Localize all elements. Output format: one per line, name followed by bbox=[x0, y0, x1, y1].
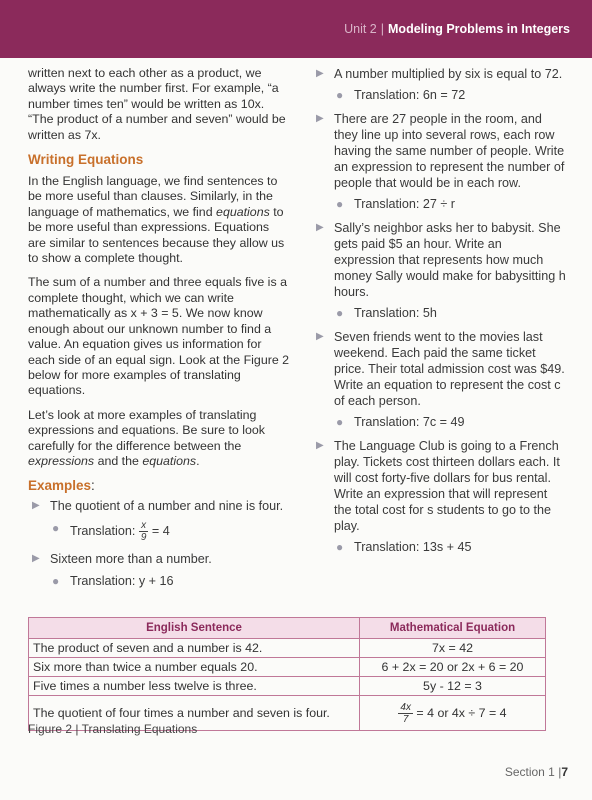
translation-rest: = 4 bbox=[148, 524, 170, 539]
page-footer bbox=[505, 765, 568, 779]
example-item bbox=[28, 498, 290, 514]
paragraph-more-examples bbox=[28, 408, 290, 470]
text-span: and the bbox=[94, 453, 143, 468]
example-text: Seven friends went to the movies last weekend. Each paid the same ticket price. Their total admission cost was $49. Write an equation to represent the cost c of each person. bbox=[334, 330, 565, 408]
translation-item bbox=[312, 305, 566, 321]
example-item bbox=[312, 220, 566, 300]
text-span: In the English language, we find sentences to be more useful than clauses. Similarly, in the language of mathematics, we find bbox=[28, 174, 278, 219]
figure-caption: Figure 2 | Translating Equations bbox=[28, 722, 198, 736]
bullet-dot-icon: ● bbox=[336, 197, 344, 211]
table-cell-sentence: The quotient of four times a number and seven is four. bbox=[29, 696, 360, 731]
fraction bbox=[139, 520, 149, 543]
paragraph-intro: written next to each other as a product, we always write the number first. For example, “a number times ten” would be written as 10x. “The product of a number and seven” would be written as 7x. bbox=[28, 66, 286, 142]
page-number: 7 bbox=[561, 765, 568, 779]
equation-rest: = 4 or 4x ÷ 7 = 4 bbox=[412, 705, 507, 720]
table-cell-sentence: Five times a number less twelve is three. bbox=[29, 677, 360, 696]
bullet-dot-icon: ● bbox=[336, 88, 344, 102]
fraction-numerator: 4x bbox=[400, 701, 411, 713]
bullet-dot-icon: ● bbox=[336, 306, 344, 320]
table-header-math: Mathematical Equation bbox=[360, 618, 546, 639]
text-span: to be more useful than expressions. Equations are similar to sentences because they allow us to show a complete thought. bbox=[28, 204, 285, 266]
example-text: The Language Club is going to a French play. Tickets cost thirteen dollars each. It will cost forty-five dollars for bus rental. Write an expression that will represent the total cost for s students to go to the play. bbox=[334, 439, 560, 533]
fraction-numerator: x bbox=[139, 520, 149, 532]
bullet-arrow-icon: ▶ bbox=[316, 222, 324, 233]
table-header-row bbox=[29, 618, 546, 639]
examples-colon: : bbox=[91, 478, 95, 494]
bullet-arrow-icon: ▶ bbox=[316, 440, 324, 451]
example-text: There are 27 people in the room, and they line up into several rows, each row having the same number of people. Write an expression to represent the number of people that would be in each row. bbox=[334, 112, 565, 190]
table-cell-equation bbox=[360, 696, 546, 731]
text-span: Let’s look at more examples of translating expressions and equations. Be sure to look carefully for the difference between the bbox=[28, 407, 265, 453]
translation-item bbox=[28, 520, 290, 543]
example-text: A number multiplied by six is equal to 72. bbox=[334, 67, 563, 81]
bullet-dot-icon: ● bbox=[52, 521, 60, 536]
translation-text: Translation: 6n = 72 bbox=[354, 88, 466, 102]
translation-item bbox=[28, 573, 290, 589]
bullet-arrow-icon: ▶ bbox=[316, 68, 324, 79]
example-item bbox=[312, 111, 566, 191]
table-row bbox=[29, 639, 546, 658]
example-text: The quotient of a number and nine is four. bbox=[50, 499, 284, 514]
translation-text: Translation: y + 16 bbox=[70, 574, 174, 589]
examples-label: Examples bbox=[28, 478, 92, 494]
unit-banner bbox=[0, 0, 592, 58]
table-row bbox=[29, 658, 546, 677]
fraction bbox=[398, 702, 413, 725]
fraction-denominator: 7 bbox=[402, 713, 409, 725]
example-text: Sixteen more than a number. bbox=[50, 552, 212, 567]
bullet-arrow-icon: ▶ bbox=[316, 113, 324, 124]
translation-text: Translation: 13s + 45 bbox=[354, 540, 472, 554]
translation-text: Translation: 27 ÷ r bbox=[354, 197, 455, 211]
unit-label: Unit 2 bbox=[344, 22, 377, 36]
unit-title: Modeling Problems in Integers bbox=[388, 22, 570, 36]
translation-item bbox=[312, 414, 566, 430]
banner-text bbox=[344, 22, 570, 36]
example-text: Sally’s neighbor asks her to babysit. She gets paid $5 an hour. Write an expression that represents how much money Sally would make for babysitting h hours. bbox=[334, 221, 566, 299]
paragraph-sum: The sum of a number and three equals five is a complete thought, which we can write mathematically as x + 3 = 5. We now know enough about our unknown number to find a value. An equation gives us information for each side of an equal sign. Look at the Figure 2 below for more examples of translating equations. bbox=[28, 275, 290, 398]
italic-term: expressions bbox=[28, 453, 95, 468]
text-span: . bbox=[196, 453, 200, 468]
bullet-dot-icon: ● bbox=[336, 540, 344, 554]
bullet-dot-icon: ● bbox=[336, 415, 344, 429]
table-cell-equation: 7x = 42 bbox=[360, 639, 546, 658]
banner-separator: | bbox=[380, 22, 385, 36]
bullet-arrow-icon: ▶ bbox=[316, 331, 324, 342]
table-cell-sentence: Six more than twice a number equals 20. bbox=[29, 658, 360, 677]
example-item bbox=[28, 551, 290, 567]
translation-label: Translation: bbox=[70, 524, 139, 539]
italic-term: equations bbox=[216, 204, 270, 219]
bullet-arrow-icon: ▶ bbox=[32, 500, 40, 512]
right-column bbox=[312, 66, 566, 563]
translation-text: Translation: 5h bbox=[354, 306, 437, 320]
translation-item bbox=[312, 196, 566, 212]
left-column bbox=[28, 66, 290, 597]
italic-term: equations bbox=[142, 453, 197, 468]
table-cell-equation: 6 + 2x = 20 or 2x + 6 = 20 bbox=[360, 658, 546, 677]
fraction-denominator: 9 bbox=[140, 532, 147, 544]
translating-equations-table bbox=[28, 617, 546, 731]
example-item bbox=[312, 329, 566, 409]
paragraph-sentences bbox=[28, 174, 290, 266]
example-item bbox=[312, 438, 566, 534]
translation-item bbox=[312, 87, 566, 103]
translation-text: Translation: 7c = 49 bbox=[354, 415, 465, 429]
footer-section: Section 1 bbox=[504, 765, 555, 779]
bullet-arrow-icon: ▶ bbox=[32, 553, 40, 565]
table-cell-sentence: The product of seven and a number is 42. bbox=[29, 639, 360, 658]
bullet-dot-icon: ● bbox=[52, 574, 60, 589]
table-header-english: English Sentence bbox=[29, 618, 360, 639]
footer-separator: | bbox=[554, 765, 562, 779]
table-cell-equation: 5y - 12 = 3 bbox=[360, 677, 546, 696]
translation-item bbox=[312, 539, 566, 555]
example-item bbox=[312, 66, 566, 82]
table-row bbox=[29, 677, 546, 696]
examples-heading bbox=[28, 478, 290, 493]
section-heading-writing-equations: Writing Equations bbox=[28, 152, 144, 168]
